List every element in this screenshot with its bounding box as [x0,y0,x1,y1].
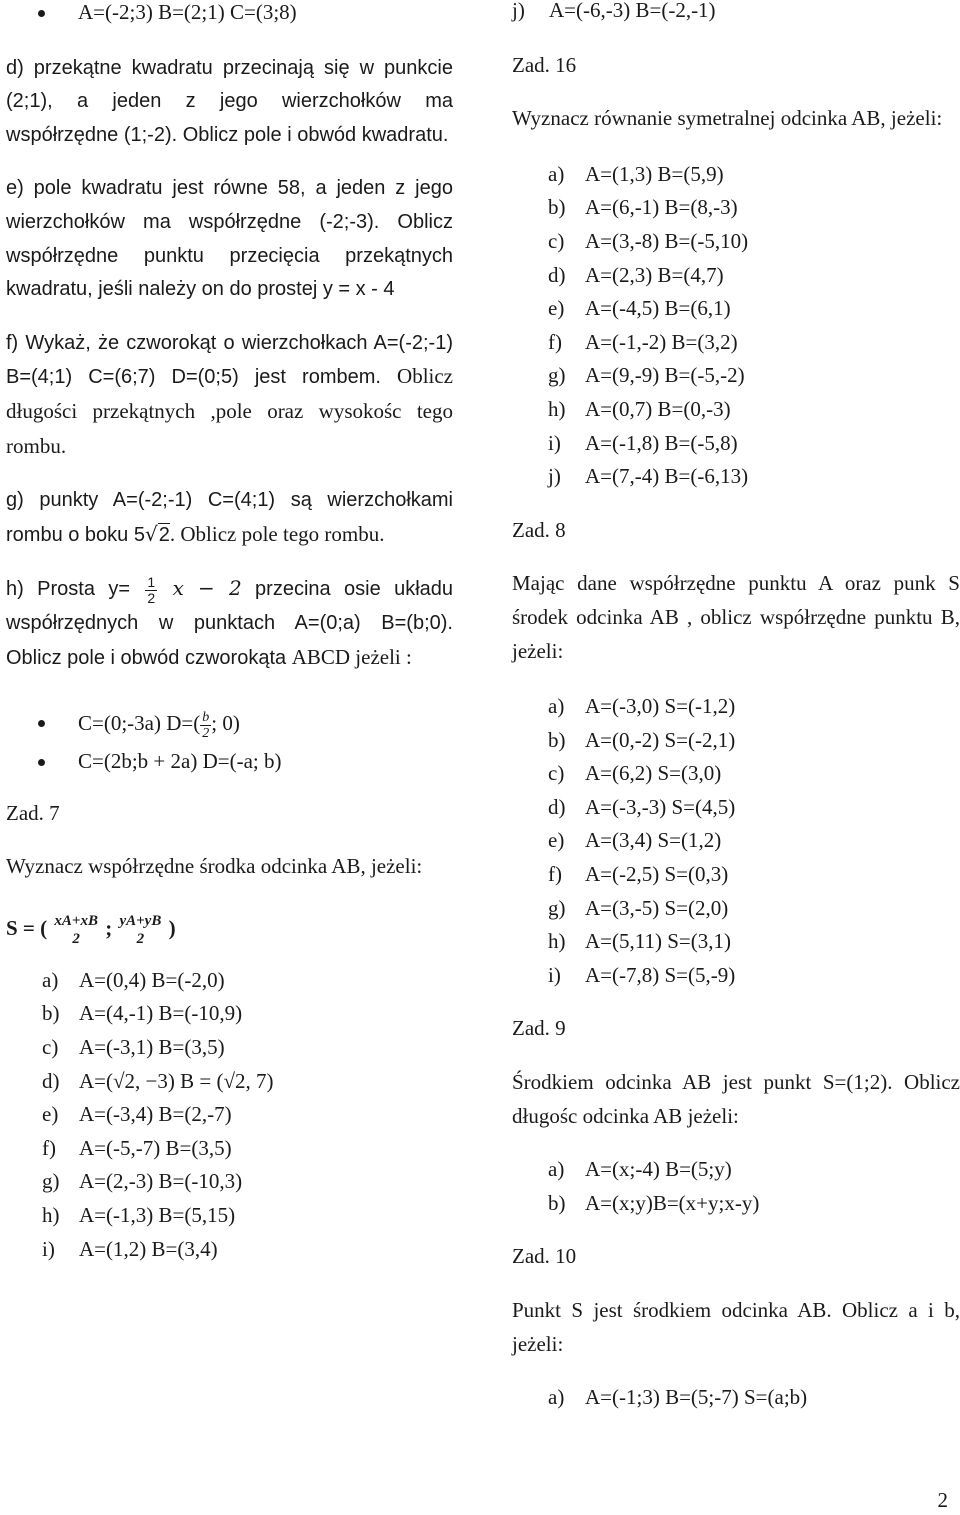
exercise-f [6,327,453,464]
list-item: c) A=(3,-8) B=(-5,10) [548,228,749,253]
list-item: a) A=(1,3) B=(5,9) [548,161,724,186]
zad16-list [548,158,960,494]
bullet-item: C=(0;-3a) D=( $\frac{b}{2}$ ; 0) [6,701,453,745]
zad10-title: Zad. 10 [512,1244,577,1269]
list-item: e) A=(3,4) S=(1,2) [548,828,722,853]
top-list [512,0,960,28]
exercise-g: g) punkty A=(-2;-1) C=(4;1) są wierzchołkami rombu o boku 5√2. Oblicz pole tego rombu. [6,489,453,546]
list-item: g) A=(2,-3) B=(-10,3) [42,1169,243,1194]
zad9-title: Zad. 9 [512,1016,566,1041]
bullet-item: A=(-2;3) B=(2;1) C=(3;8) [6,0,453,30]
list-item: b) A=(6,-1) B=(8,-3) [548,195,738,220]
bullet-dot [38,759,45,766]
fraction: $\frac{b}{2}$ [202,709,210,741]
list-item: h) A=(5,11) S=(3,1) [548,929,731,954]
right-column [512,0,960,1415]
zad7-list [42,964,453,1266]
list-item: j) A=(-6,-3) B=(-2,-1) [512,0,716,22]
zad9-list [548,1153,960,1220]
list-item: e) A=(-4,5) B=(6,1) [548,296,731,321]
list-item: c) A=(6,2) S=(3,0) [548,761,722,786]
sqrt-sign: √ [144,521,158,546]
zad7-title: Zad. 7 [6,800,60,825]
zad8-intro: Mając dane współrzędne punktu A oraz punk S środek odcinka AB , oblicz współrzędne punktu B, jeżeli: [512,571,960,663]
list-item: b) A=(x;y)B=(x+y;x-y) [548,1190,760,1215]
exercise-h: h) Prosta y= $\frac{1}{2}$ x − 2 przecina osie układu współrzędnych w punktach A=(0;a) B=(b;0). Oblicz pole i obwód czworokąta ABCD jeżeli : [6,573,453,669]
zad8-list [548,690,960,992]
exercise-f-text-1: f) Wykaż, że czworokąt o wierzchołkach A=(-2;-1) B=(4;1) C=(6;7) D=(0;5) jest rombem. [6,331,453,389]
left-column [6,0,453,1266]
zad9-intro: Środkiem odcinka AB jest punkt S=(1;2). Oblicz długośc odcinka AB jeżeli: [512,1070,960,1128]
list-item: e) A=(-3,4) B=(2,-7) [42,1102,232,1127]
top-bullet-list [6,0,453,30]
zad7-formula: S = ( xA+xB 2 ; yA+yB 2 ) [6,913,176,948]
list-item: d) A=(2,3) B=(4,7) [548,262,724,287]
list-item: i) A=(-7,8) S=(5,-9) [548,962,736,987]
zad7-intro: Wyznacz współrzędne środka odcinka AB, jeżeli: [6,854,423,879]
list-item: f) A=(-2,5) S=(0,3) [548,862,729,887]
list-item: a) A=(0,4) B=(-2,0) [42,967,225,992]
zad16-title: Zad. 16 [512,52,577,77]
exercise-e: e) pole kwadratu jest równe 58, a jeden z jego wierzchołków ma współrzędne (-2;-3). Oblicz współrzędne punktu przecięcia przekątnych kwadratu, jeśli należy on do prostej y = x - 4 [6,177,453,301]
list-item: g) A=(9,-9) B=(-5,-2) [548,363,745,388]
bullet-item: C=(2b;b + 2a) D=(-a; b) [6,745,453,779]
fraction: $\frac{1}{2}$ [147,573,156,606]
list-item: c) A=(-3,1) B=(3,5) [42,1035,225,1060]
fraction: xA+xB 2 [54,913,98,948]
bullet-dot [38,10,45,17]
fraction: yA+yB 2 [119,913,162,948]
list-item: i) A=(-1,8) B=(-5,8) [548,430,738,455]
list-item: f) A=(-1,-2) B=(3,2) [548,329,738,354]
list-item: g) A=(3,-5) S=(2,0) [548,895,729,920]
list-item: i) A=(1,2) B=(3,4) [42,1236,218,1261]
bullet-dot [38,720,45,727]
zad16-intro: Wyznacz równanie symetralnej odcinka AB, jeżeli: [512,106,943,131]
list-item: h) A=(-1,3) B=(5,15) [42,1203,236,1228]
list-item: b) A=(0,-2) S=(-2,1) [548,727,736,752]
list-item: a) A=(x;-4) B=(5;y) [548,1157,732,1182]
zad10-intro: Punkt S jest środkiem odcinka AB. Oblicz a i b, jeżeli: [512,1298,960,1356]
list-item: f) A=(-5,-7) B=(3,5) [42,1135,232,1160]
sqrt-radicand: 2 [158,523,170,546]
math-expression: x − 2 [172,576,242,601]
h-bullet-list [6,701,453,779]
zad8-title: Zad. 8 [512,517,566,542]
list-item: d) A=(-3,-3) S=(4,5) [548,794,736,819]
exercise-f-text-2: Oblicz długości przekątnych ,pole oraz wysokośc tego rombu. [6,364,454,458]
list-item: b) A=(4,-1) B=(-10,9) [42,1001,243,1026]
list-item: j) A=(7,-4) B=(-6,13) [548,464,749,489]
list-item: a) A=(-3,0) S=(-1,2) [548,694,736,719]
exercise-d: d) przekątne kwadratu przecinają się w punkcie (2;1), a jeden z jego wierzchołków ma współrzędne (1;-2). Oblicz pole i obwód kwadratu. [6,56,453,146]
page-number: 2 [937,1488,948,1512]
list-item: h) A=(0,7) B=(0,-3) [548,396,731,421]
list-item: d) A=(√2, −3) B = (√2, 7) [42,1068,274,1093]
zad10-list [548,1381,960,1415]
list-item: a) A=(-1;3) B=(5;-7) S=(a;b) [548,1385,808,1410]
